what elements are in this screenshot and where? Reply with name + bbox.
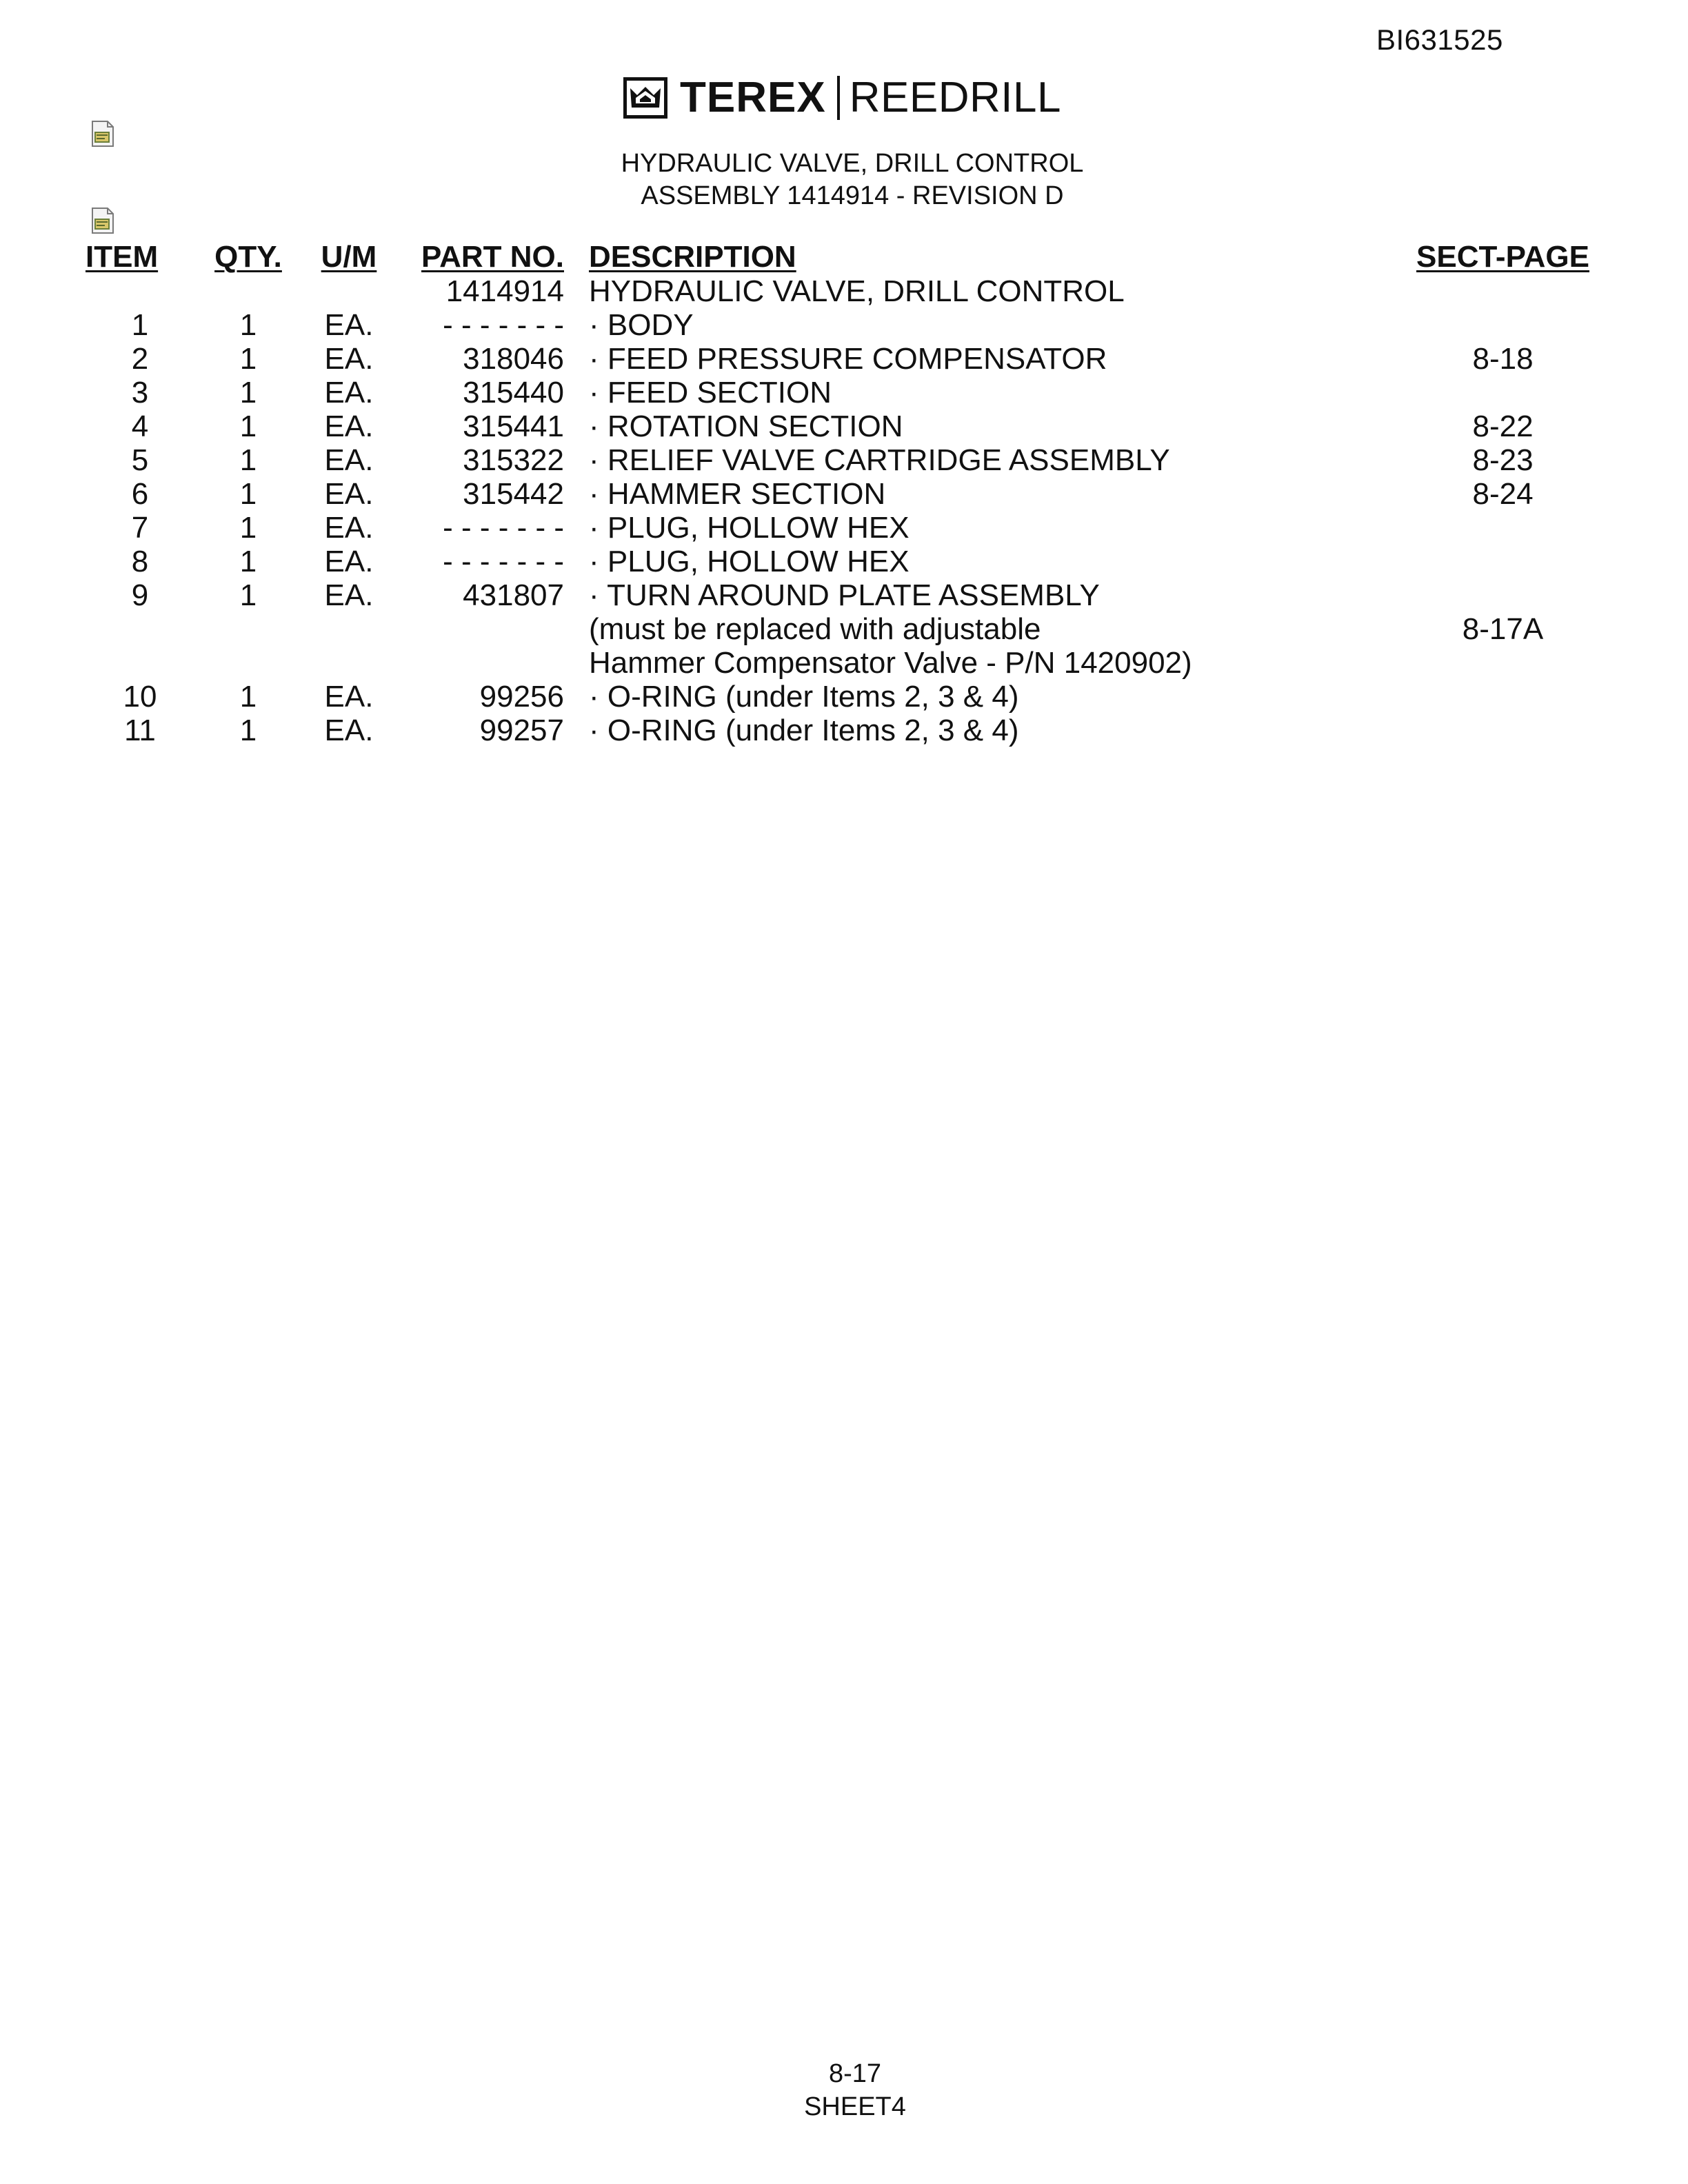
- header-description: DESCRIPTION: [589, 240, 796, 274]
- title-line-1: HYDRAULIC VALVE, DRILL CONTROL: [621, 149, 1084, 178]
- cell-qty: 1: [239, 342, 257, 376]
- header-item: ITEM: [86, 240, 159, 274]
- cell-description: · RELIEF VALVE CARTRIDGE ASSEMBLY: [589, 443, 1170, 477]
- cell-sect-page: 8-24: [1472, 477, 1534, 511]
- cell-um: EA.: [324, 410, 374, 443]
- table-row: [86, 612, 1589, 646]
- cell-sect-page: [1416, 646, 1589, 680]
- cell-item: 10: [123, 680, 157, 714]
- page-footer: [717, 2057, 993, 2123]
- cell-description: HYDRAULIC VALVE, DRILL CONTROL: [589, 274, 1125, 308]
- logo-divider: [837, 76, 840, 120]
- cell-item: 7: [131, 511, 149, 545]
- table-row: [86, 376, 1589, 410]
- cell-part-no: 318046: [463, 342, 564, 376]
- cell-item: 4: [131, 410, 149, 443]
- cell-item: 9: [131, 578, 149, 612]
- table-row: [86, 680, 1589, 714]
- table-row: [86, 714, 1589, 747]
- cell-description: · O-RING (under Items 2, 3 & 4): [589, 680, 1019, 714]
- cell-sect-page: 8-22: [1472, 410, 1534, 443]
- cell-item: 2: [131, 342, 149, 376]
- cell-um: EA.: [324, 308, 374, 342]
- table-row: [86, 308, 1589, 342]
- cell-part-no: 315322: [463, 443, 564, 477]
- cell-item: 3: [131, 376, 149, 410]
- cell-qty: [194, 274, 302, 308]
- cell-sect-page: [1416, 714, 1589, 747]
- attachment-icon[interactable]: [91, 207, 114, 234]
- cell-qty: 1: [239, 308, 257, 342]
- cell-qty: 1: [239, 443, 257, 477]
- cell-qty: 1: [239, 680, 257, 714]
- cell-item: 8: [131, 545, 149, 578]
- cell-um: [302, 612, 396, 646]
- cell-um: EA.: [324, 511, 374, 545]
- cell-sect-page: [1416, 376, 1589, 410]
- cell-qty: 1: [239, 511, 257, 545]
- table-row: [86, 342, 1589, 376]
- cell-part-no: 99257: [479, 714, 564, 747]
- document-title: [439, 148, 1266, 212]
- parts-table: [86, 236, 1589, 747]
- cell-part-no: 1414914: [445, 274, 564, 308]
- terex-crown-icon: [623, 77, 667, 119]
- cell-description: · PLUG, HOLLOW HEX: [589, 511, 910, 545]
- cell-part-no: - - - - - - -: [443, 545, 564, 578]
- cell-description: · HAMMER SECTION: [589, 477, 886, 511]
- cell-description: (must be replaced with adjustable: [589, 612, 1041, 646]
- cell-description: · FEED SECTION: [589, 376, 832, 410]
- attachment-icon[interactable]: [91, 120, 114, 148]
- cell-um: EA.: [324, 376, 374, 410]
- title-line-2: ASSEMBLY 1414914 - REVISION D: [641, 181, 1064, 210]
- header-part-no: PART NO.: [421, 240, 564, 274]
- cell-qty: 1: [239, 714, 257, 747]
- cell-qty: 1: [239, 545, 257, 578]
- cell-sect-page: [1416, 274, 1589, 308]
- cell-item: [86, 274, 194, 308]
- table-row: [86, 646, 1589, 680]
- cell-qty: 1: [239, 477, 257, 511]
- table-header-row: [86, 236, 1589, 274]
- cell-item: 1: [131, 308, 149, 342]
- cell-part-no: 315441: [463, 410, 564, 443]
- table-row: [86, 274, 1589, 308]
- cell-item: 6: [131, 477, 149, 511]
- table-row: [86, 545, 1589, 578]
- cell-sect-page: [1416, 578, 1589, 612]
- logo-brand: TEREX: [680, 74, 826, 121]
- cell-um: EA.: [324, 714, 374, 747]
- cell-description: · O-RING (under Items 2, 3 & 4): [589, 714, 1019, 747]
- header-um: U/M: [321, 240, 377, 274]
- cell-qty: [194, 646, 302, 680]
- cell-um: EA.: [324, 578, 374, 612]
- logo-sub: REEDRILL: [849, 74, 1061, 121]
- cell-item: [86, 646, 194, 680]
- cell-item: [86, 612, 194, 646]
- cell-um: EA.: [324, 680, 374, 714]
- cell-description: · FEED PRESSURE COMPENSATOR: [589, 342, 1107, 376]
- cell-sect-page: [1416, 511, 1589, 545]
- cell-part-no: - - - - - - -: [443, 308, 564, 342]
- cell-item: 11: [124, 714, 156, 747]
- table-row: [86, 477, 1589, 511]
- cell-part-no: [396, 646, 589, 680]
- cell-part-no: [396, 612, 589, 646]
- cell-part-no: 315440: [463, 376, 564, 410]
- cell-um: [302, 274, 396, 308]
- cell-sect-page: 8-18: [1472, 342, 1534, 376]
- terex-reedrill-logo: [623, 74, 1061, 121]
- header-sect-page: SECT-PAGE: [1416, 240, 1590, 274]
- cell-um: EA.: [324, 545, 374, 578]
- header-qty: QTY.: [214, 240, 282, 274]
- table-row: [86, 443, 1589, 477]
- cell-qty: 1: [239, 410, 257, 443]
- cell-sect-page: [1416, 545, 1589, 578]
- cell-sect-page: [1416, 680, 1589, 714]
- cell-sect-page: [1416, 308, 1589, 342]
- document-id: BI631525: [1376, 23, 1503, 56]
- cell-description: · PLUG, HOLLOW HEX: [589, 545, 910, 578]
- cell-um: EA.: [324, 443, 374, 477]
- cell-item: 5: [131, 443, 149, 477]
- table-row: [86, 410, 1589, 443]
- cell-description: · TURN AROUND PLATE ASSEMBLY: [589, 578, 1100, 612]
- table-row: [86, 511, 1589, 545]
- cell-description: Hammer Compensator Valve - P/N 1420902): [589, 646, 1192, 680]
- cell-description: · BODY: [589, 308, 694, 342]
- cell-part-no: - - - - - - -: [443, 511, 564, 545]
- cell-part-no: 99256: [479, 680, 564, 714]
- cell-part-no: 315442: [463, 477, 564, 511]
- cell-description: · ROTATION SECTION: [589, 410, 903, 443]
- cell-um: EA.: [324, 342, 374, 376]
- cell-qty: 1: [239, 578, 257, 612]
- cell-part-no: 431807: [463, 578, 564, 612]
- cell-qty: [194, 612, 302, 646]
- cell-um: EA.: [324, 477, 374, 511]
- cell-sect-page: 8-17A: [1462, 612, 1544, 646]
- cell-sect-page: 8-23: [1472, 443, 1534, 477]
- parts-table-body: [86, 274, 1589, 747]
- cell-um: [302, 646, 396, 680]
- sheet-label: SHEET4: [804, 2092, 906, 2121]
- page-number: 8-17: [828, 2059, 882, 2088]
- cell-qty: 1: [239, 376, 257, 410]
- table-row: [86, 578, 1589, 612]
